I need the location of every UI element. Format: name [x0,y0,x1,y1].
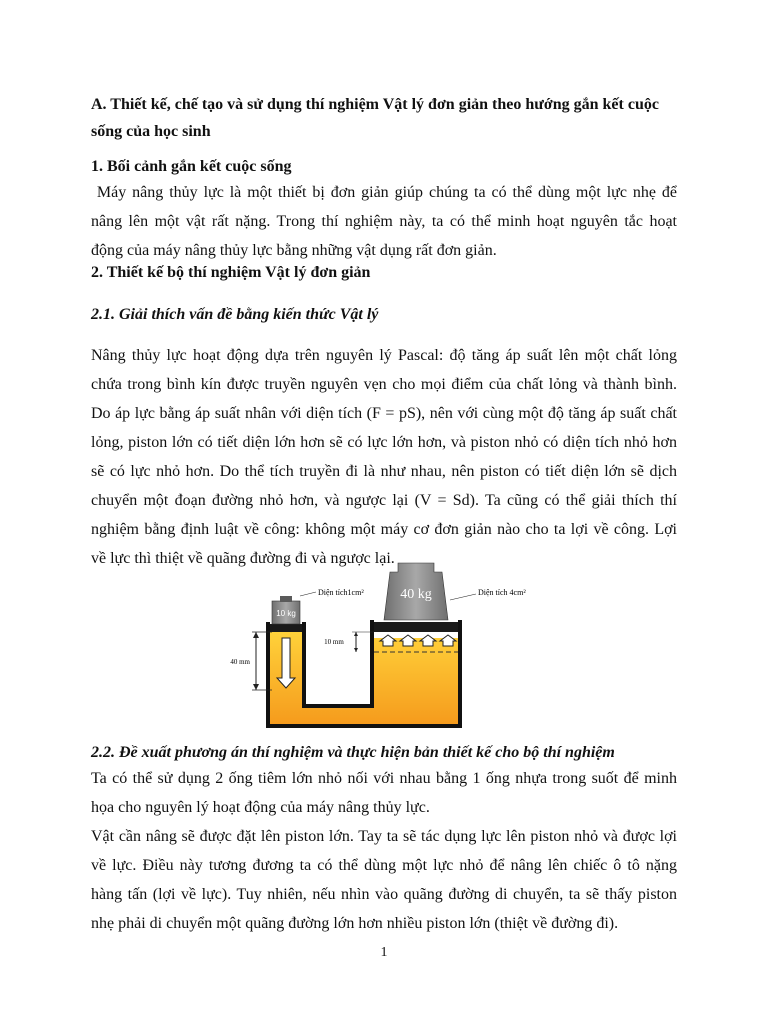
text-line: hàng tấn (lợi về lực). Tuy nhiên, nếu nhìn vào quãng đường di chuyển, ta sẽ thấy piston [91,886,677,903]
section-a-line-1: A. Thiết kế, chế tạo và sử dụng thí nghiệm Vật lý đơn giản theo hướng gắn kết cuộc [91,96,659,113]
section-2-heading: 2. Thiết kế bộ thí nghiệm Vật lý đơn giản [91,264,371,281]
large-weight-label: 40 kg [400,587,432,602]
text-line: động của máy nâng thủy lực bằng những vật dụng rất đơn giản. [91,242,497,259]
large-travel-label: 10 mm [324,638,344,646]
section-2-1-heading: 2.1. Giải thích vấn đề bằng kiến thức Vật lý [91,306,379,323]
section-a-heading [91,91,677,145]
small-area-label: Diện tích1cm² [318,588,364,597]
text-line: Nâng thủy lực hoạt động dựa trên nguyên lý Pascal: độ tăng áp suất lên một chất lỏng [91,347,677,364]
section-1-heading: 1. Bối cảnh gắn kết cuộc sống [91,158,292,175]
text-line: về lực. Điều này tương đương ta có thể dùng một lực nhỏ để nâng lên chiếc ô tô nặng [91,857,677,874]
section-a-line-2: sống của học sinh [91,123,211,140]
text-line: nghiệm bằng định luật về công: không một máy cơ đơn giản nào cho ta lợi về công. Lợi [91,521,677,538]
section-2-1-paragraph [91,341,677,573]
large-piston [374,622,458,632]
text-line: về lực thì thiệt về quãng đường đi và ngược lại. [91,550,395,567]
small-piston [270,624,302,632]
text-line: họa cho nguyên lý hoạt động của máy nâng thủy lực. [91,799,430,816]
text-line: nâng lên một vật rất nặng. Trong thí nghiệm này, ta có thể minh hoạt nguyên tắc hoạt [91,213,677,230]
text-line: chuyển một đoạn đường nhỏ hơn, và ngược lại (V = Sd). Ta cũng có thể giải thích thí [91,492,677,509]
page-number: 1 [380,945,388,960]
section-2-2-heading: 2.2. Đề xuất phương án thí nghiệm và thực hiện bản thiết kế cho bộ thí nghiệm [91,744,615,761]
large-area-label: Diện tích 4cm² [478,588,526,597]
text-line: Máy nâng thủy lực là một thiết bị đơn giản giúp chúng ta có thể dùng một lực nhẹ để [91,184,677,201]
small-weight-label: 10 kg [276,609,296,618]
text-line: chứa trong bình kín được truyền nguyên vẹn cho mọi điểm của chất lỏng và thành bình. [91,376,677,393]
text-line: sẽ có lực nhỏ hơn. Do thể tích truyền đi là như nhau, nên piston có tiết diện lớn sẽ dịch [91,463,677,480]
text-line: Do áp lực bằng áp suất nhân với diện tích (F = pS), nên với cùng một độ tăng áp suất chất [91,405,677,422]
section-2-2-paragraph [91,764,677,938]
text-line: Ta có thể sử dụng 2 ống tiêm lớn nhỏ nối với nhau bằng 1 ống nhựa trong suốt để minh [91,770,677,787]
small-travel-label: 40 mm [230,658,250,666]
text-line: nhẹ phải di chuyển một quãng đường lớn hơn nhiều piston lớn (thiệt về đường đi). [91,915,619,932]
hydraulic-press-figure [228,560,544,734]
text-line: lỏng, piston lớn có tiết diện lớn hơn sẽ có lực lớn hơn, và piston nhỏ có diện tích nhỏ hơn [91,434,677,451]
section-1-paragraph [91,178,677,265]
text-line: Vật cần nâng sẽ được đặt lên piston lớn. Tay ta sẽ tác dụng lực lên piston nhỏ và được lợi [91,828,677,845]
